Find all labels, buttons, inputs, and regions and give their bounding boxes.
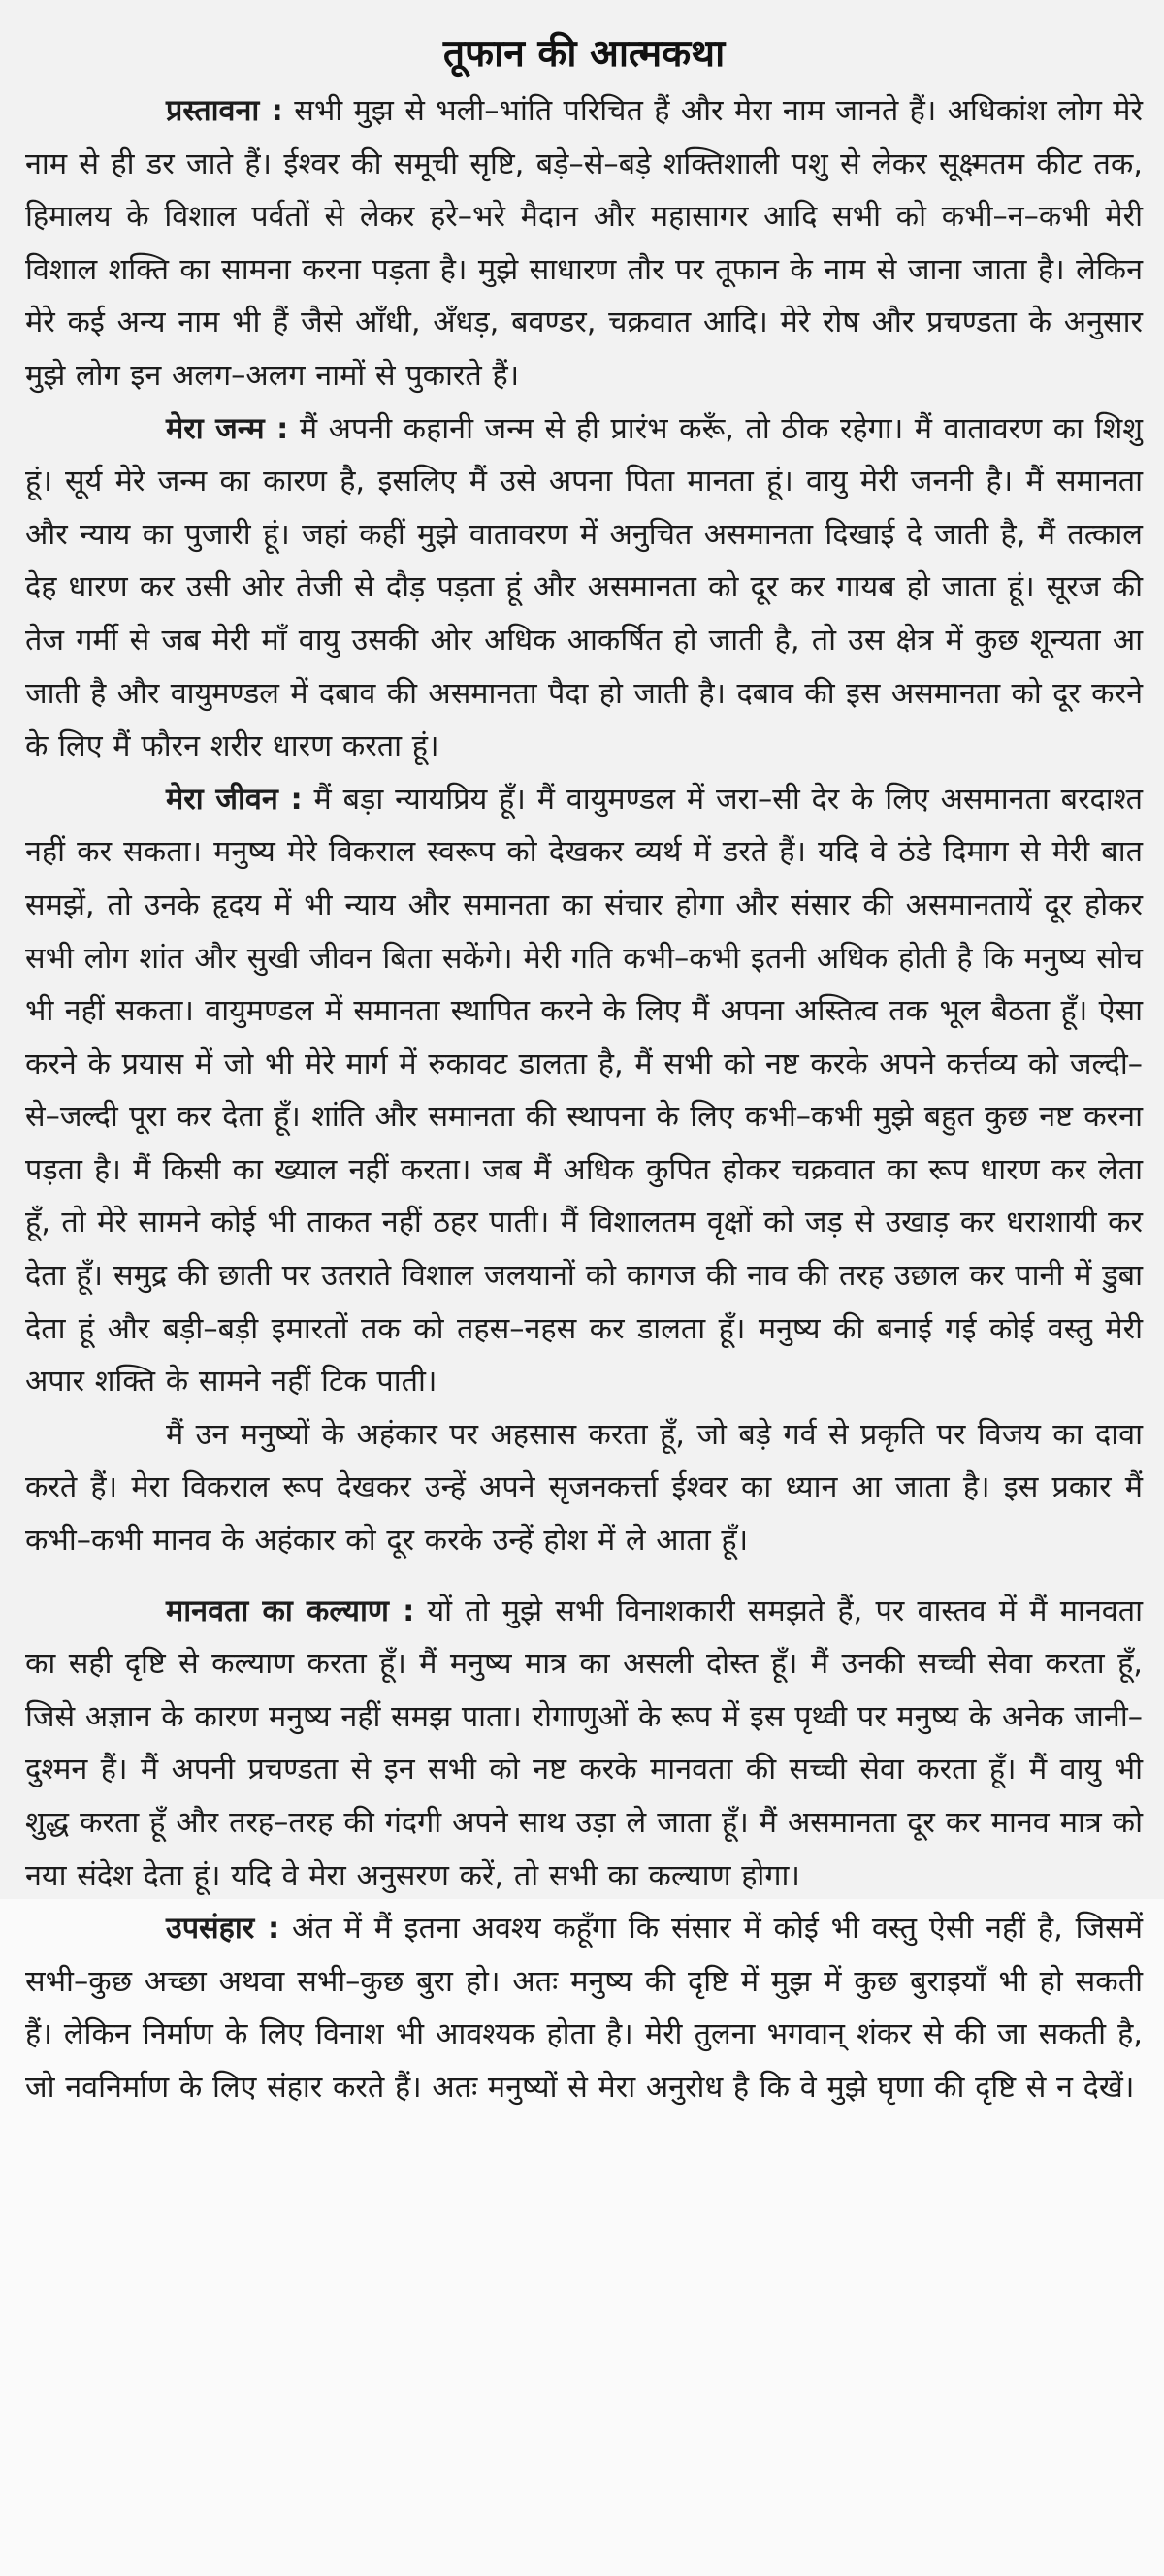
paragraph-ego [25, 1409, 1143, 1568]
heading-welfare: मानवता का कल्याण : [166, 1594, 415, 1628]
heading-life: मेरा जीवन : [166, 782, 303, 817]
paragraph-introduction [25, 85, 1143, 403]
text-birth: मैं अपनी कहानी जन्म से ही प्रारंभ करूँ, तो ठीक रहेगा। मैं वातावरण का शिशु हूं। सूर्य मेरे जन्म का कारण है, इसलिए मैं उसे अपना पिता मानता हूं। वायु मेरी जननी है। मैं समानता और न्याय का पुजारी हूं। जहां कहीं मुझे वातावरण में अनुचित असमानता दिखाई दे जाती है, मैं तत्काल देह धारण कर उसी ओर तेजी से दौड़ पड़ता हूं और असमानता को दूर कर गायब हो जाता हूं। सूरज की तेज गर्मी से जब मेरी माँ वायु उसकी ओर अधिक आकर्षित हो जाती है, तो उस क्षेत्र में कुछ शून्यता आ जाती है और वायुमण्डल में दबाव की असमानता पैदा हो जाती है। दबाव की इस असमानता को दूर करने के लिए मैं फौरन शरीर धारण करता हूं। [25, 411, 1143, 764]
text-welfare: यों तो मुझे सभी विनाशकारी समझते हैं, पर वास्तव में मैं मानवता का सही दृष्टि से कल्याण करता हूँ। मैं मनुष्य मात्र का असली दोस्त हूँ। मैं उनकी सच्ची सेवा करता हूँ, जिसे अज्ञान के कारण मनुष्य नहीं समझ पाता। रोगाणुओं के रूप में इस पृथ्वी पर मनुष्य के अनेक जानी–दुश्मन हैं। मैं अपनी प्रचण्डता से इन सभी को नष्ट करके मानवता की सच्ची सेवा करता हूँ। मैं वायु भी शुद्ध करता हूँ और तरह–तरह की गंदगी अपने साथ उड़ा ले जाता हूँ। मैं असमानता दूर कर मानव मात्र को नया संदेश देता हूं। यदि वे मेरा अनुसरण करें, तो सभी का कल्याण होगा। [25, 1594, 1143, 1893]
text-introduction: सभी मुझ से भली–भांति परिचित हैं और मेरा नाम जानते हैं। अधिकांश लोग मेरे नाम से ही डर जाते हैं। ईश्वर की समूची सृष्टि, बड़े–से–बड़े शक्तिशाली पशु से लेकर सूक्ष्मतम कीट तक, हिमालय के विशाल पर्वतों से लेकर हरे–भरे मैदान और महासागर आदि सभी को कभी–न–कभी मेरी विशाल शक्ति का सामना करना पड़ता है। मुझे साधारण तौर पर तूफान के नाम से जाना जाता है। लेकिन मेरे कई अन्य नाम भी हैं जैसे आँधी, अँधड़, बवण्डर, चक्रवात आदि। मेरे रोष और प्रचण्डता के अनुसार मुझे लोग इन अलग–अलग नामों से पुकारते हैं। [25, 94, 1144, 393]
essay-title: तूफान की आत्मकथा [442, 32, 726, 76]
paragraph-birth [25, 403, 1143, 774]
heading-introduction: प्रस्तावना : [166, 94, 283, 128]
heading-conclusion: उपसंहार : [166, 1912, 280, 1947]
text-conclusion: अंत में मैं इतना अवश्य कहूँगा कि संसार में कोई भी वस्तु ऐसी नहीं है, जिसमें सभी–कुछ अच्छा अथवा सभी–कुछ बुरा हो। अतः मनुष्य की दृष्टि में मुझ में कुछ बुराइयाँ भी हो सकती हैं। लेकिन निर्माण के लिए विनाश भी आवश्यक होता है। मेरी तुलना भगवान् शंकर से की जा सकती है, जो नवनिर्माण के लिए संहार करते हैं। अतः मनुष्यों से मेरा अनुरोध है कि वे मुझे घृणा की दृष्टि से न देखें। [25, 1912, 1143, 2105]
text-life: मैं बड़ा न्यायप्रिय हूँ। मैं वायुमण्डल में जरा–सी देर के लिए असमानता बरदाश्त नहीं कर सकता। मनुष्य मेरे विकराल स्वरूप को देखकर व्यर्थ में डरते हैं। यदि वे ठंडे दिमाग से मेरी बात समझें, तो उनके हृदय में भी न्याय और समानता का संचार होगा और संसार की असमानतायें दूर होकर सभी लोग शांत और सुखी जीवन बिता सकेंगे। मेरी गति कभी–कभी इतनी अधिक होती है कि मनुष्य सोच भी नहीं सकता। वायुमण्डल में समानता स्थापित करने के लिए मैं अपना अस्तित्व तक भूल बैठता हूँ। ऐसा करने के प्रयास में जो भी मेरे मार्ग में रुकावट डालता है, मैं सभी को नष्ट करके अपने कर्त्तव्य को जल्दी–से–जल्दी पूरा कर देता हूँ। शांति और समानता की स्थापना के लिए कभी–कभी मुझे बहुत कुछ नष्ट करना पड़ता है। मैं किसी का ख्याल नहीं करता। जब मैं अधिक कुपित होकर चक्रवात का रूप धारण कर लेता हूँ, तो मेरे सामने कोई भी ताकत नहीं ठहर पाती। मैं विशालतम वृक्षों को जड़ से उखाड़ कर धराशायी कर देता हूँ। समुद्र की छाती पर उतराते विशाल जलयानों को कागज की नाव की तरह उछाल कर पानी में डुबा देता हूं और बड़ी–बड़ी इमारतों तक को तहस–नहस कर डालता हूँ। मनुष्य की बनाई गई कोई वस्तु मेरी अपार शक्ति के सामने नहीं टिक पाती। [25, 782, 1143, 1400]
paragraph-welfare [25, 1586, 1143, 1904]
paragraph-life [25, 774, 1143, 1409]
paragraph-conclusion [25, 1903, 1143, 2114]
heading-birth: मेरा जन्म : [166, 411, 289, 446]
text-ego: मैं उन मनुष्यों के अहंकार पर अहसास करता हूँ, जो बड़े गर्व से प्रकृति पर विजय का दावा करते हैं। मेरा विकराल रूप देखकर उन्हें अपने सृजनकर्त्ता ईश्वर का ध्यान आ जाता है। इस प्रकार मैं कभी–कभी मानव के अहंकार को दूर करके उन्हें होश में ले आता हूँ। [25, 1417, 1143, 1559]
